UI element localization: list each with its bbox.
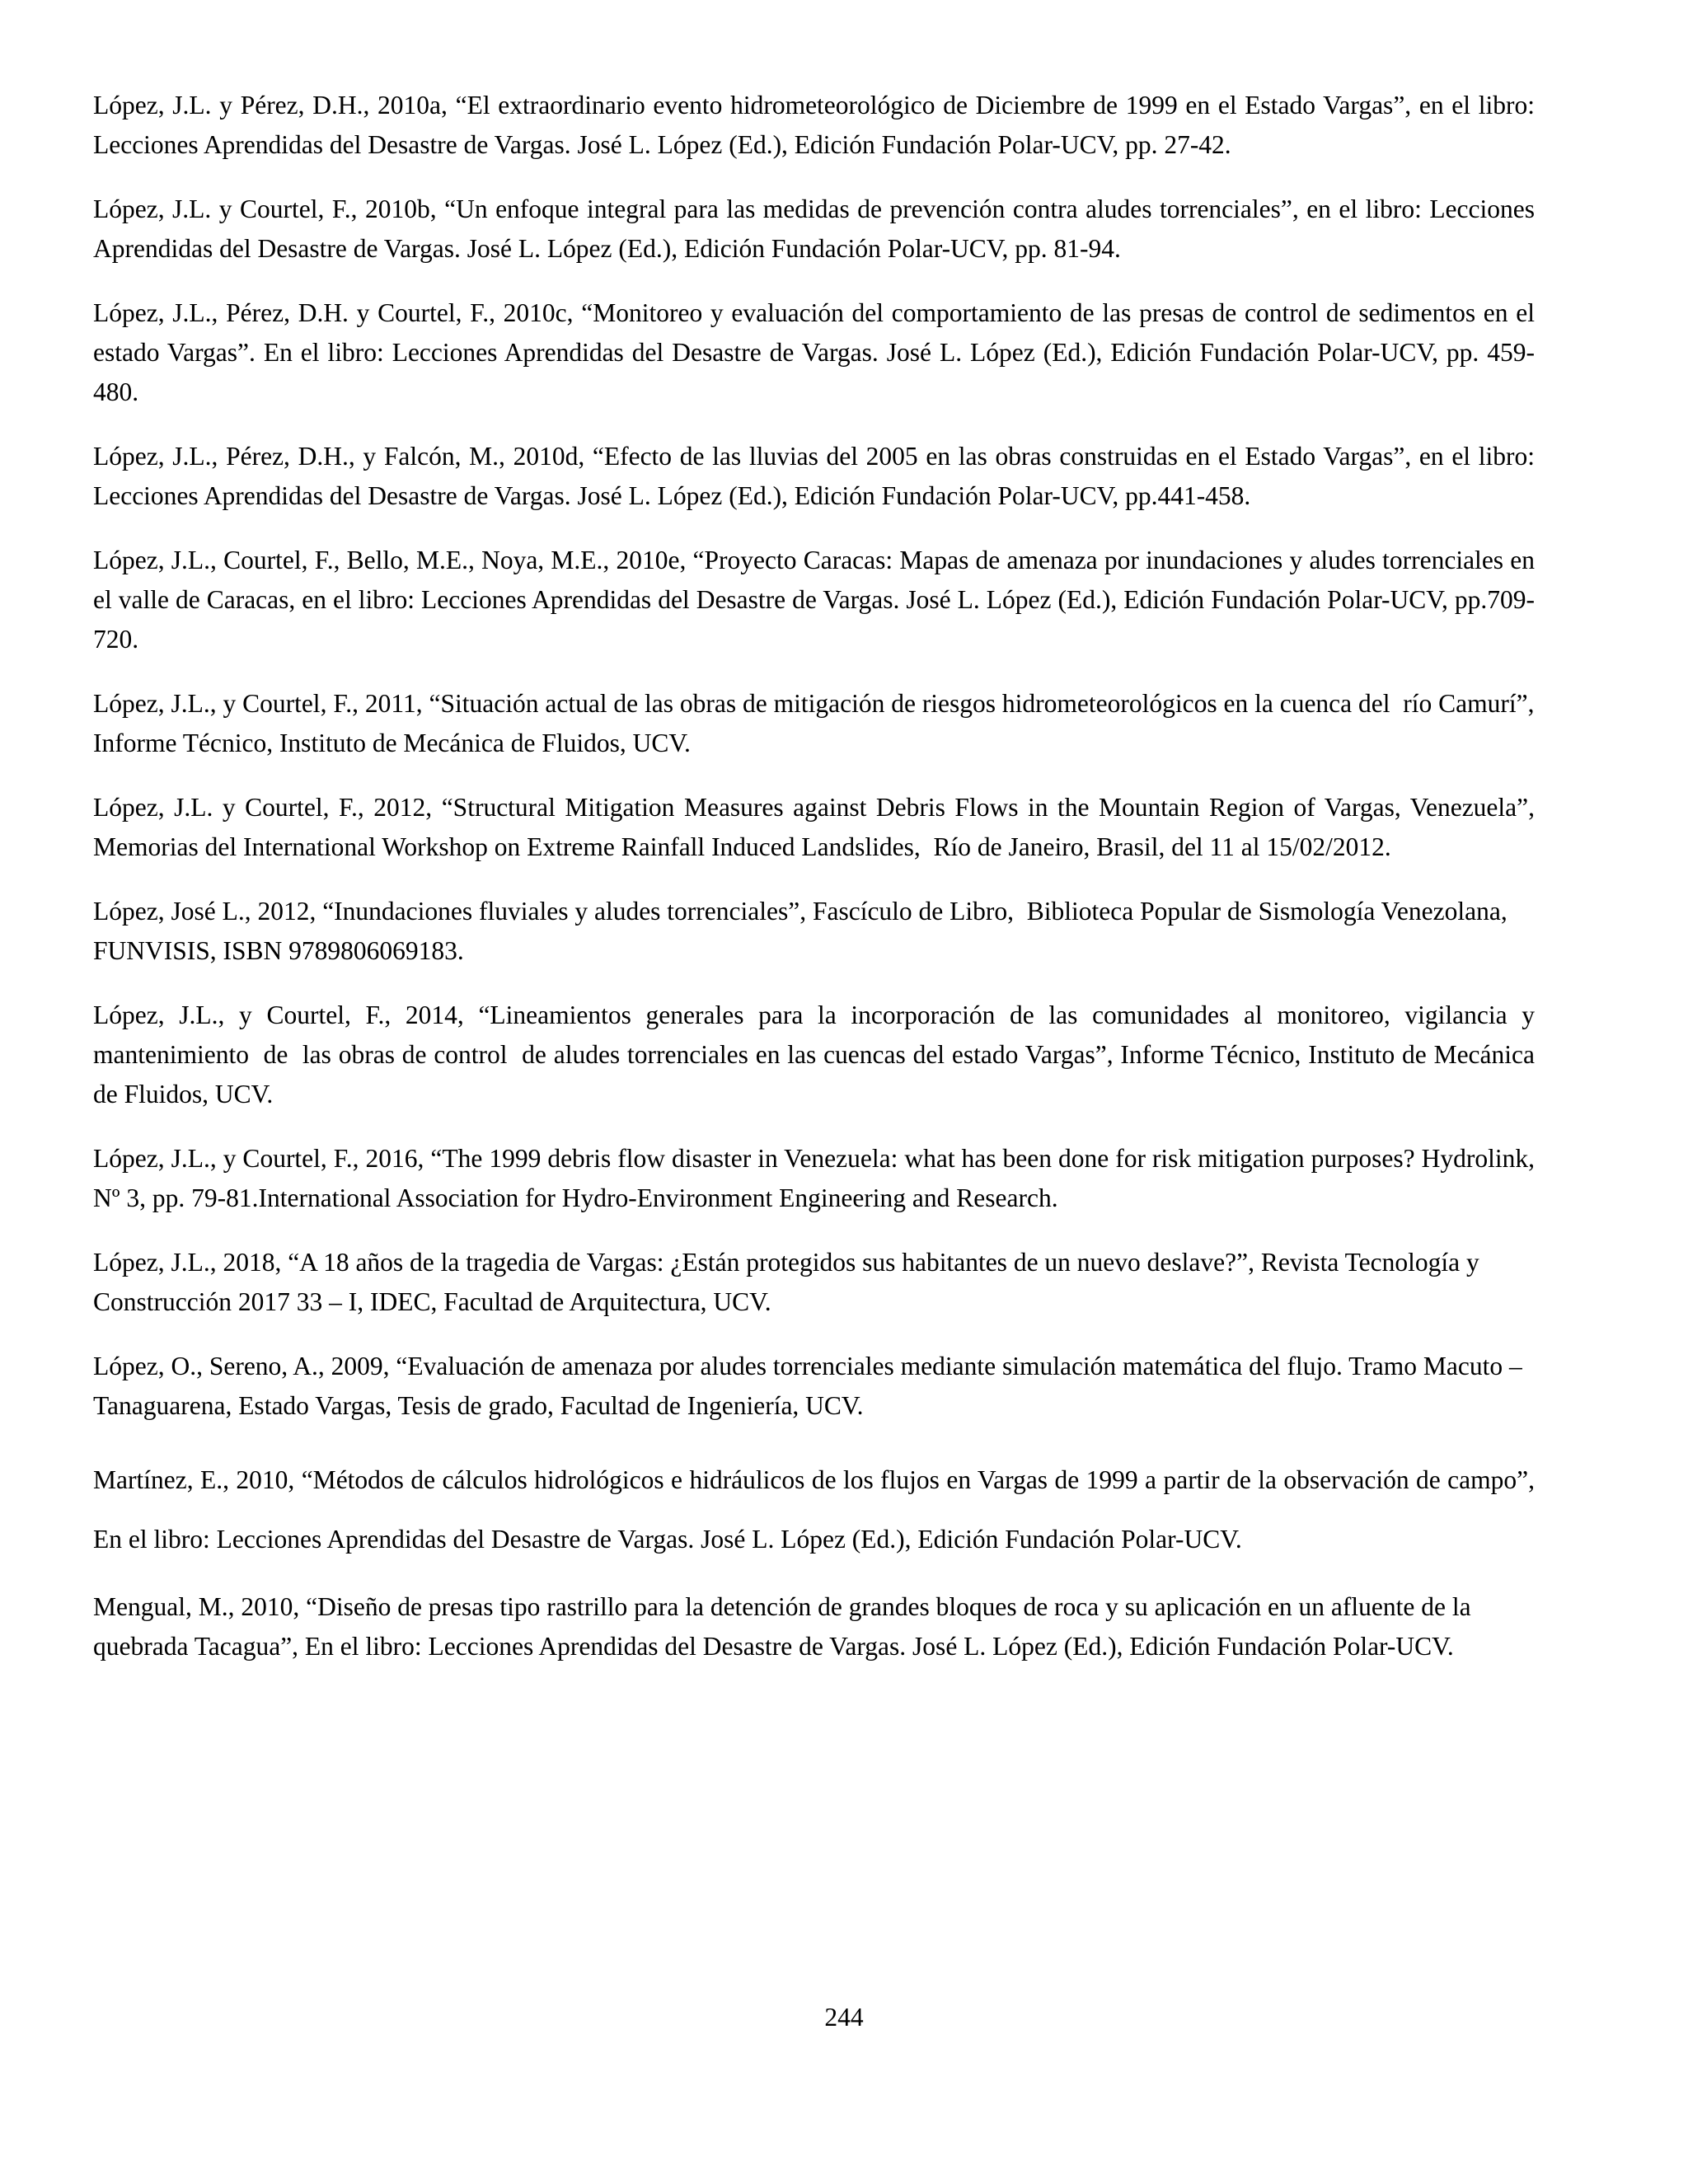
reference-entry: López, J.L., y Courtel, F., 2016, “The 1999 debris flow disaster in Venezuela: what has been done for risk mitigation purposes? Hydrolink, Nº 3, pp. 79-81.International Association for Hydro-Environment Engineering and Research. <box>93 1144 1541 1212</box>
reference-entry: López, J.L., 2018, “A 18 años de la tragedia de Vargas: ¿Están protegidos sus habitantes de un nuevo deslave?”, Revista Tecnología y Construcción 2017 33 – I, IDEC, Facultad de Arquitectura, UCV. <box>93 1248 1486 1316</box>
page-number: 244 <box>824 2003 864 2032</box>
reference-list <box>93 86 1541 1688</box>
reference-entry: López, J.L., y Courtel, F., 2011, “Situación actual de las obras de mitigación de riesgos hidrometeorológicos en la cuenca del río Camurí”, Informe Técnico, Instituto de Mecánica de Fluidos, UCV. <box>93 689 1541 757</box>
reference-entry: López, J.L., y Courtel, F., 2014, “Lineamientos generales para la incorporación de las comunidades al monitoreo, vigilancia y mantenimiento de las obras de control de aludes torrenciales en las cuencas del estado Vargas”, Informe Técnico, Instituto de Mecánica de Fluidos, UCV. <box>93 1001 1541 1108</box>
reference-entry: López, J.L. y Pérez, D.H., 2010a, “El extraordinario evento hidrometeorológico de Diciembre de 1999 en el Estado Vargas”, en el libro: Lecciones Aprendidas del Desastre de Vargas. José L. López (Ed.), Edición Fundación Polar-UCV, pp. 27-42. <box>93 91 1541 159</box>
reference-entry: López, J.L., Courtel, F., Bello, M.E., Noya, M.E., 2010e, “Proyecto Caracas: Mapas de amenaza por inundaciones y aludes torrenciales en el valle de Caracas, en el libro: Lecciones Aprendidas del Desastre de Vargas. José L. López (Ed.), Edición Fundación Polar-UCV, pp.709-720. <box>93 546 1541 654</box>
reference-entry: López, O., Sereno, A., 2009, “Evaluación de amenaza por aludes torrenciales mediante simulación matemática del flujo. Tramo Macuto – Tanaguarena, Estado Vargas, Tesis de grado, Facultad de Ingeniería, UCV. <box>93 1352 1529 1420</box>
reference-entry: Mengual, M., 2010, “Diseño de presas tipo rastrillo para la detención de grandes bloques de roca y su aplicación en un afluente de la quebrada Tacagua”, En el libro: Lecciones Aprendidas del Desastre de Vargas. José L. López (Ed.), Edición Fundación Polar-UCV. <box>93 1592 1478 1661</box>
reference-entry: López, José L., 2012, “Inundaciones fluviales y aludes torrenciales”, Fascículo de Libro, Biblioteca Popular de Sismología Venezolana, FUNVISIS, ISBN 9789806069183. <box>93 897 1514 965</box>
reference-entry: López, J.L., Pérez, D.H., y Falcón, M., 2010d, “Efecto de las lluvias del 2005 en las obras construidas en el Estado Vargas”, en el libro: Lecciones Aprendidas del Desastre de Vargas. José L. López (Ed.), Edición Fundación Polar-UCV, pp.441-458. <box>93 442 1541 510</box>
reference-entry: López, J.L. y Courtel, F., 2012, “Structural Mitigation Measures against Debris Flows in the Mountain Region of Vargas, Venezuela”, Memorias del International Workshop on Extreme Rainfall Induced Landslides, Río de Janeiro, Brasil, del 11 al 15/02/2012. <box>93 793 1541 861</box>
reference-entry: López, J.L., Pérez, D.H. y Courtel, F., 2010c, “Monitoreo y evaluación del comportamiento de las presas de control de sedimentos en el estado Vargas”. En el libro: Lecciones Aprendidas del Desastre de Vargas. José L. López (Ed.), Edición Fundación Polar-UCV, pp. 459-480. <box>93 298 1541 406</box>
reference-entry: López, J.L. y Courtel, F., 2010b, “Un enfoque integral para las medidas de prevención contra aludes torrenciales”, en el libro: Lecciones Aprendidas del Desastre de Vargas. José L. López (Ed.), Edición Fundación Polar-UCV, pp. 81-94. <box>93 194 1540 263</box>
reference-entry: Martínez, E., 2010, “Métodos de cálculos hidrológicos e hidráulicos de los flujos en Vargas de 1999 a partir de la observación de campo”, En el libro: Lecciones Aprendidas del Desastre de Vargas. José L. López (Ed.), Edición Fundación Polar-UCV. <box>93 1465 1541 1554</box>
